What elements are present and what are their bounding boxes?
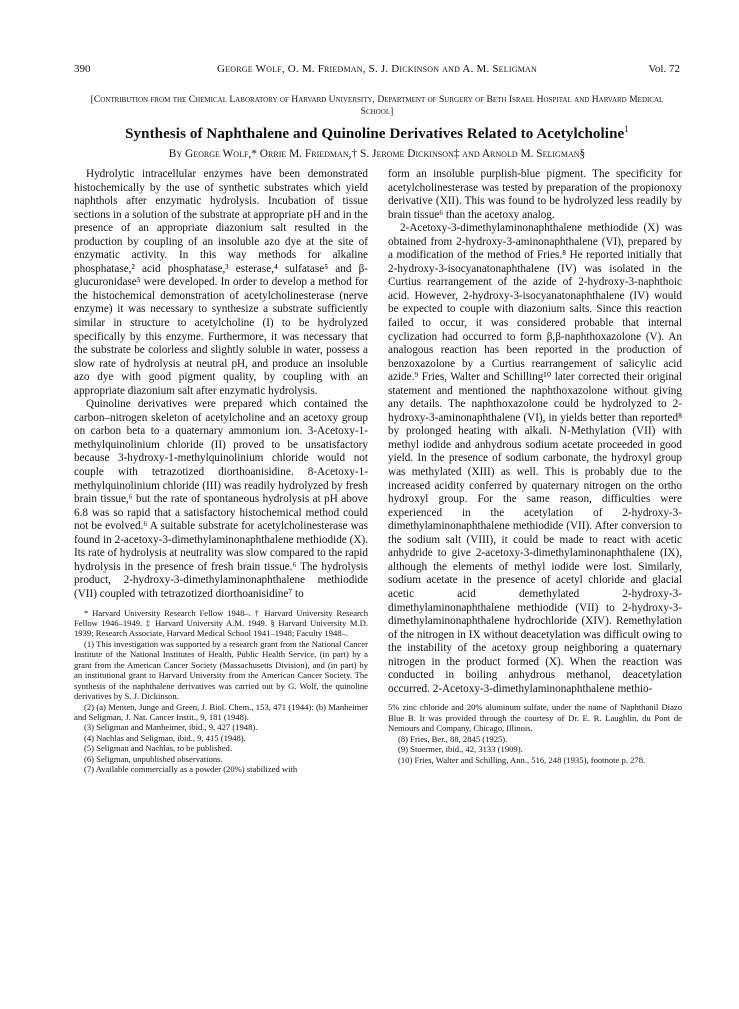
contribution-note: [Contribution from the Chemical Laboratory of Harvard University, Department of Surgery of Beth Israel Hospital and Harvard Medical School] <box>90 94 664 117</box>
body-paragraph: 2-Acetoxy-3-dimethylaminonaphthalene methiodide (X) was obtained from 2-hydroxy-3-aminonaphthalene (VI), prepared by a modification of the method of Fries.⁸ He reported initially that 2-hydroxy-3-isocyanatonaphthalene (IV) was isolated in the Curtius rearrangement of the azide of 2-hydroxy-3-naphthoic acid. However, 2-hydroxy-3-isocyanatonaphthalene (IV) would be expected to couple with diazonium salts. Since this reaction failed to occur, it was considered probable that internal cyclization had occurred to form β,β-naphthoxazolone (V). An analogous reaction has been reported in the production of benzoxazolone by a Curtius rearrangement of salicylic acid azide.⁹ Fries, Walter and Schilling¹⁰ later corrected their original statement and mentioned the naphthoxazolone without giving any details. The naphthoxazolone could be hydrolyzed to 2-hydroxy-3-aminonaphthalene (VI), in yields better than reported⁸ by prolonged heating with alkali. N-Methylation (VII) with methyl iodide and anhydrous sodium acetate proceeded in good yield. In the presence of sodium carbonate, the hydroxyl group was methylated (XIII) as well. This is probably due to the increased acidity conferred by quaternary nitrogen on the ortho hydroxyl group. For the same reason, difficulties were experienced in the acetylation of 2-hydroxy-3-dimethylaminonaphthalene methiodide (VII). After conversion to the sodium salt (VIII), it could be made to react with acetic anhydride to give 2-acetoxy-3-dimethylaminonaphthalene (IX), although the elements of methyl iodide were lost. Similarly, sodium acetate in the presence of acetyl chloride and glacial acetic acid demethylated 2-hydroxy-3-dimethylaminonaphthalene methiodide (VII) to 2-hydroxy-3-dimethylaminonaphthalene hydrochloride (XIV). Remethylation of the nitrogen in IX without deacetylation was difficult owing to the instability of the acetoxy group neighboring a quaternary nitrogen in the product formed (X). When the reaction was conducted in boiling anhydrous methanol, deacetylation occurred. 2-Acetoxy-3-dimethylaminonaphthalene methio- <box>388 222 682 695</box>
body-paragraph: form an insoluble purplish-blue pigment. The specificity for acetylcholinesterase was tested by preparation of the propionoxy derivative (XII). This was found to be hydrolyzed less readily by brain tissue⁶ than the acetoxy analog. <box>388 168 682 221</box>
right-column <box>388 168 682 765</box>
footnote: (4) Nachlas and Seligman, ibid., 9, 415 (1948). <box>84 732 246 743</box>
body-paragraph: Quinoline derivatives were prepared which contained the carbon–nitrogen skeleton of acetylcholine and an acetoxy group on carbon beta to a quaternary ammonium ion. 3-Acetoxy-1-methylquinolinium chloride (II) proved to be unsatisfactory because 3-hydroxy-1-methylquinolinium chloride would not couple with tetrazotized diorthoanisidine. 8-Acetoxy-1-methylquinolinium chloride (III) was readily hydrolyzed by fresh brain tissue,⁶ but the rate of spontaneous hydrolysis at pH above 6.8 was so rapid that a satisfactory histochemical method could not be evolved.⁶ A suitable substrate for acetylcholinesterase was found in 2-acetoxy-3-dimethylaminonaphthalene methiodide (X). Its rate of hydrolysis at neutrality was slow compared to the rapid hydrolysis in the presence of fresh brain tissue.⁶ The hydrolysis product, 2-hydroxy-3-dimethylaminonaphthalene methiodide (VII) coupled with tetrazotized diorthoanisidine⁷ to <box>74 398 368 600</box>
footnote: (2) (a) Menten, Junge and Green, J. Biol. Chem., 153, 471 (1944): (b) Manheimer and Seligman, J. Nat. Cancer Instit., 9, 181 (1948). <box>74 701 368 723</box>
footnote: (3) Seligman and Manheimer, ibid., 9, 427 (1948). <box>84 722 258 733</box>
volume-label: Vol. 72 <box>648 63 680 75</box>
footnotes-left <box>74 608 368 775</box>
footnote: 5% zinc chloride and 20% aluminum sulfate, under the name of Naphthanil Diazo Blue B. It was provided through the courtesy of Dr. E. R. Laughlin, du Pont de Nemours and Company, Chicago, Illinois. <box>388 702 682 734</box>
footnote: (1) This investigation was supported by a research grant from the National Cancer Institute of the National Institutes of Health, Public Health Service, (in part) by a grant from the American Cancer Society (Massachusetts Division), and (in part) by an institutional grant to Harvard University from the American Cancer Society. The synthesis of the naphthalene derivatives was carried out by G. Wolf, the quinoline derivatives by S. J. Dickinson. <box>74 638 368 702</box>
journal-page <box>74 0 680 1009</box>
page-number: 390 <box>74 63 91 75</box>
footnotes-right <box>388 702 682 765</box>
footnote: (5) Seligman and Nachlas, to be published. <box>84 743 232 754</box>
article-title <box>74 124 680 143</box>
running-head-authors: George Wolf, O. M. Friedman, S. J. Dickinson and A. M. Seligman <box>217 63 537 75</box>
footnote: (6) Seligman, unpublished observations. <box>84 753 223 764</box>
title-footnote-marker: 1 <box>624 124 629 134</box>
footnote: * Harvard University Research Fellow 1948–. † Harvard University Research Fellow 1946–1949. ‡ Harvard University A.M. 1949. § Harvard University M.D. 1939; Research Associate, Harvard Medical School 1941–1948; Faculty 1948–. <box>74 607 368 639</box>
running-header <box>74 63 680 79</box>
article-title-text: Synthesis of Naphthalene and Quinoline Derivatives Related to Acetylcholine <box>125 126 625 142</box>
author-byline: By George Wolf,* Orrie M. Friedman,† S. Jerome Dickinson‡ and Arnold M. Seligman§ <box>168 148 586 160</box>
body-paragraph: Hydrolytic intracellular enzymes have been demonstrated histochemically by the use of synthetic substrates which yield naphthols after enzymatic hydrolysis. Incubation of tissue sections in a solution of the substrate at appropriate pH and in the presence of an appropriate diazonium salt resulted in the production by coupling of an insoluble azo dye at the site of enzymatic activity. In this way methods for alkaline phosphatase,² acid phosphatase,³ esterase,⁴ sulfatase⁵ and β-glucuronidase⁵ were developed. In order to develop a method for the histochemical demonstration of acetylcholinesterase (nerve enzyme) it was necessary to synthesize a substrate sufficiently similar in structure to acetylcholine (I) to be hydrolyzed specifically by this enzyme. Furthermore, it was necessary that the substrate be colorless and slightly soluble in water, possess a slow rate of hydrolysis at neutral pH, and produce an insoluble azo dye with good pigment quality, by coupling with an appropriate diazonium salt after enzymatic hydrolysis. <box>74 168 368 397</box>
left-column <box>74 168 368 775</box>
footnote: (9) Stoermer, ibid., 42, 3133 (1909). <box>398 744 523 755</box>
footnote: (8) Fries, Ber., 88, 2845 (1925). <box>398 733 508 744</box>
footnote: (10) Fries, Walter and Schilling, Ann., 516, 248 (1935), footnote p. 278. <box>398 754 646 765</box>
footnote: (7) Available commercially as a powder (20%) stabilized with <box>84 764 298 775</box>
